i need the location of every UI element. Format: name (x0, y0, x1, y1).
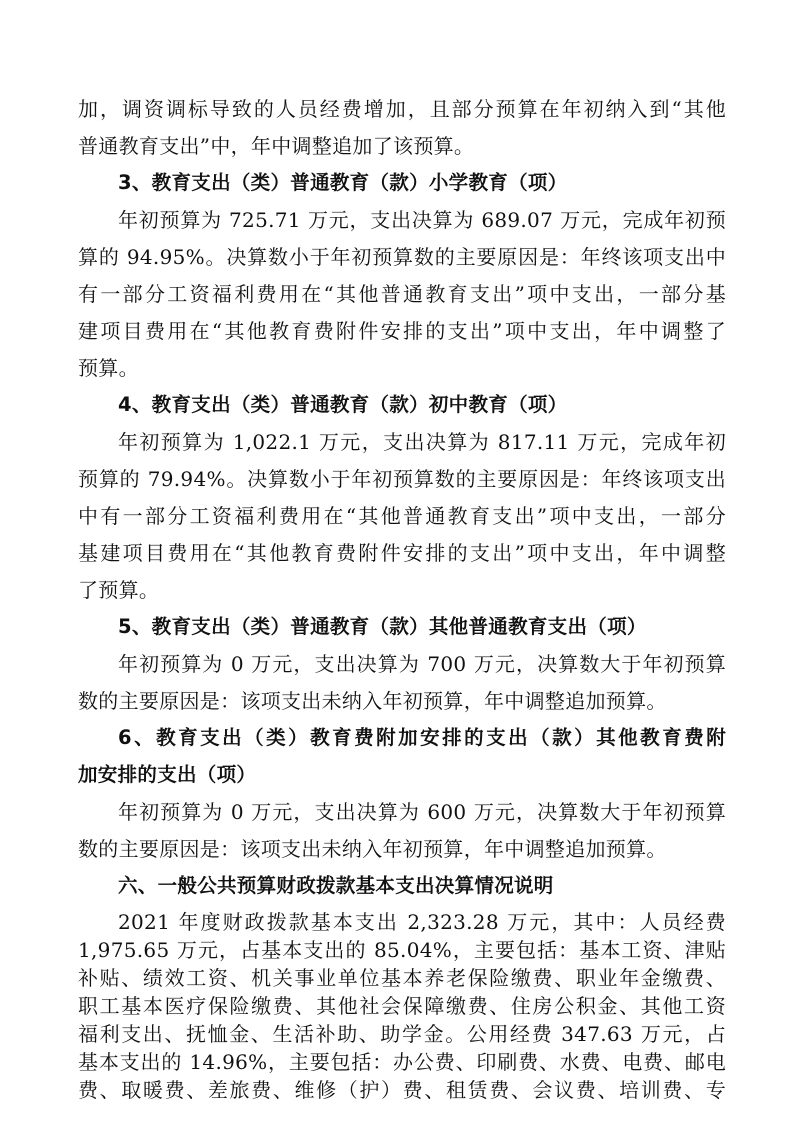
body-text-line: 基本支出的 14.96%，主要包括：办公费、印刷费、水费、电费、邮电 (78, 1050, 726, 1074)
body-text-line: 加，调资调标导致的人员经费增加，且部分预算在年初纳入到“其他 (78, 97, 726, 121)
body-text-line: 数的主要原因是：该项支出未纳入年初预算，年中调整追加预算。 (78, 689, 667, 713)
body-text-line: 基建项目费用在“其他教育费附件安排的支出”项中支出，年中调整 (78, 541, 726, 565)
body-text-line: 年初预算为 1,022.1 万元，支出决算为 817.11 万元，完成年初 (118, 430, 726, 454)
body-text-line: 职工基本医疗保险缴费、其他社会保障缴费、住房公积金、其他工资 (78, 994, 726, 1018)
section-heading-6: 6、教育支出（类）教育费附加安排的支出（款）其他教育费附 (118, 726, 726, 749)
section-heading-4: 4、教育支出（类）普通教育（款）初中教育（项） (118, 393, 568, 416)
body-text-line: 建项目费用在“其他教育费附件安排的支出”项中支出，年中调整了 (78, 319, 726, 343)
body-text-line: 2021 年度财政拨款基本支出 2,323.28 万元，其中：人员经费 (118, 910, 726, 934)
body-text-line: 了预算。 (78, 578, 160, 602)
body-text-line: 1,975.65 万元，占基本支出的 85.04%，主要包括：基本工资、津贴 (78, 938, 726, 962)
body-text-line: 年初预算为 725.71 万元，支出决算为 689.07 万元，完成年初预 (118, 208, 726, 232)
body-text-line: 年初预算为 0 万元，支出决算为 600 万元，决算数大于年初预算 (118, 800, 726, 824)
body-text-line: 福利支出、抚恤金、生活补助、助学金。公用经费 347.63 万元，占 (78, 1022, 726, 1046)
body-text-line: 中有一部分工资福利费用在“其他普通教育支出”项中支出，一部分 (78, 504, 726, 528)
body-text-line: 年初预算为 0 万元，支出决算为 700 万元，决算数大于年初预算 (118, 652, 726, 676)
body-text-line: 补贴、绩效工资、机关事业单位基本养老保险缴费、职业年金缴费、 (78, 966, 726, 990)
body-text-line: 费、取暖费、差旅费、维修（护）费、租赁费、会议费、培训费、专 (78, 1078, 726, 1102)
section-heading-5: 5、教育支出（类）普通教育（款）其他普通教育支出（项） (118, 615, 647, 638)
body-text-line: 数的主要原因是：该项支出未纳入年初预算，年中调整追加预算。 (78, 837, 667, 861)
body-text-line: 算的 94.95%。决算数小于年初预算数的主要原因是：年终该项支出中 (78, 245, 726, 269)
body-text-line: 有一部分工资福利费用在“其他普通教育支出”项中支出，一部分基 (78, 282, 726, 306)
body-text-line: 预算。 (78, 356, 139, 380)
body-text-line: 普通教育支出”中，年中调整追加了该预算。 (78, 134, 475, 158)
section-heading-six: 六、一般公共预算财政拨款基本支出决算情况说明 (118, 874, 554, 897)
section-heading-3: 3、教育支出（类）普通教育（款）小学教育（项） (118, 171, 568, 194)
body-text-line: 预算的 79.94%。决算数小于年初预算数的主要原因是：年终该项支出 (78, 467, 726, 491)
section-heading-6-cont: 加安排的支出（项） (78, 763, 257, 786)
